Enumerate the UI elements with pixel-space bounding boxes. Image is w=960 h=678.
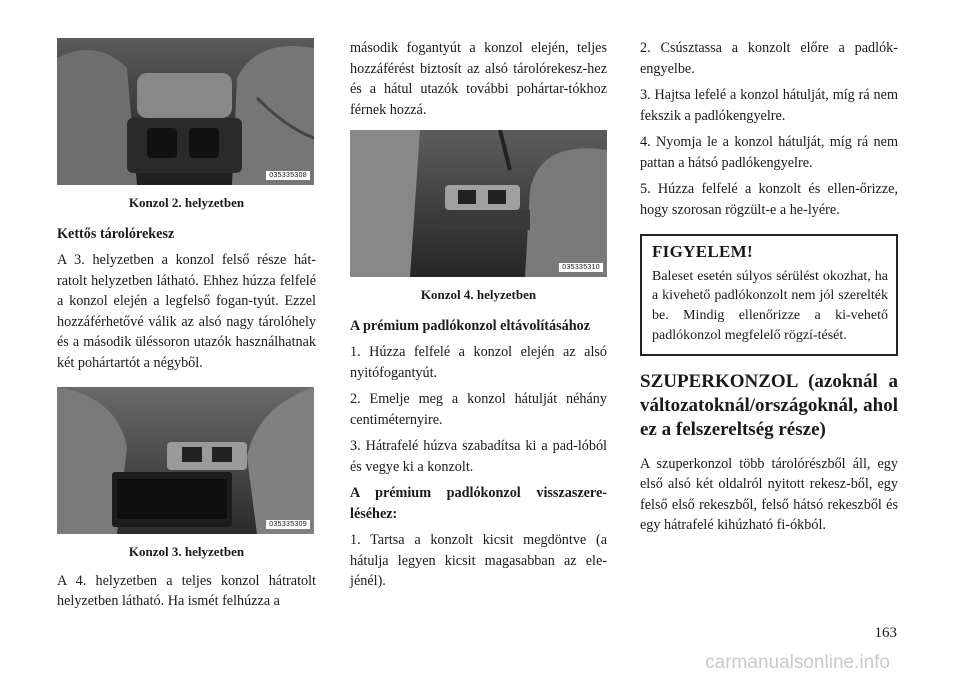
paragraph: A szuperkonzol több tárolórészből áll, egy első alsó két oldalról nyitott rekesz-ből, egy felső első rekeszből, felső hátsó rekeszből és egy hátrafelé kihúzható fi-ókból.: [640, 455, 898, 534]
column-middle: [350, 0, 607, 592]
section-heading: SZUPERKONZOL (azoknál a változatoknál/országoknál, ahol ez a felszereltség része): [640, 370, 898, 440]
step-item: 3. Hátrafelé húzva szabadítsa ki a pad-lóból és vegye ki a konzolt.: [350, 438, 607, 475]
paragraph: második fogantyút a konzol elején, teljes hozzáférést biztosít az alsó tárolórekesz-hez és a hátul utazók további pohártar-tókhoz férnek hozzá.: [350, 40, 607, 118]
section-heading: A prémium padlókonzol visszaszere-léséhez:: [350, 485, 607, 522]
console-photo-image: [57, 38, 314, 185]
column-right: [640, 0, 898, 536]
console-position-2-photo: [57, 38, 314, 185]
photo-code: 035335310: [559, 263, 603, 272]
page-number: 163: [874, 625, 897, 641]
console-photo-image: [57, 387, 314, 534]
step-item: 1. Húzza felfelé a konzol elején az alsó nyitófogantyút.: [350, 344, 607, 381]
warning-text: Baleset esetén súlyos sérülést okozhat, ha a kivehető padlókonzolt nem jól szerelték be. Mindig ellenőrizze a ki-vehető padlókonzol megfelelő rögzí-tését.: [652, 268, 888, 343]
step-item: 1. Tartsa a konzolt kicsit megdöntve (a hátulja legyen kicsit magasabban az ele-jénél).: [350, 532, 607, 589]
step-item: 5. Húzza felfelé a konzolt és ellen-őrizze, hogy szorosan rögzült-e a he-lyére.: [640, 181, 898, 218]
watermark: carmanualsonline.info: [705, 652, 890, 673]
console-photo-image: [350, 130, 607, 277]
step-item: 4. Nyomja le a konzol hátulját, míg rá nem pattan a hátsó padlókengyelre.: [640, 134, 898, 171]
photo-code: 035335309: [266, 520, 310, 529]
section-heading: Kettős tárolórekesz: [57, 225, 175, 242]
warning-title: FIGYELEM!: [652, 242, 753, 261]
section-heading: A prémium padlókonzol eltávolításához: [350, 317, 591, 334]
photo-code: 035335308: [266, 171, 310, 180]
step-item: 2. Csúsztassa a konzolt előre a padlók-engyelbe.: [640, 40, 898, 77]
step-item: 2. Emelje meg a konzol hátulját néhány centiméternyire.: [350, 391, 607, 428]
console-position-3-photo: [57, 387, 314, 534]
figure-caption: Konzol 4. helyzetben: [420, 287, 537, 302]
column-left: [57, 0, 316, 612]
console-position-4-photo: [350, 130, 607, 277]
paragraph: A 3. helyzetben a konzol felső része hát-ratolt helyzetben látható. Ehhez húzza felfelé a konzol elején a legfelső fogan-tyút. Ezzel hozzáférhetővé válik az alsó nagy tárolóhely és a második üléssoron utazók használhatnak két pohártartót a négyből.: [57, 252, 316, 371]
warning-box: [640, 234, 898, 356]
paragraph: A 4. helyzetben a teljes konzol hátratolt helyzetben látható. Ha ismét felhúzza a: [57, 572, 316, 609]
figure-caption: Konzol 3. helyzetben: [128, 544, 245, 559]
step-item: 3. Hajtsa lefelé a konzol hátulját, míg rá nem fekszik a padlókengyelre.: [640, 87, 898, 124]
figure-caption: Konzol 2. helyzetben: [128, 195, 245, 210]
